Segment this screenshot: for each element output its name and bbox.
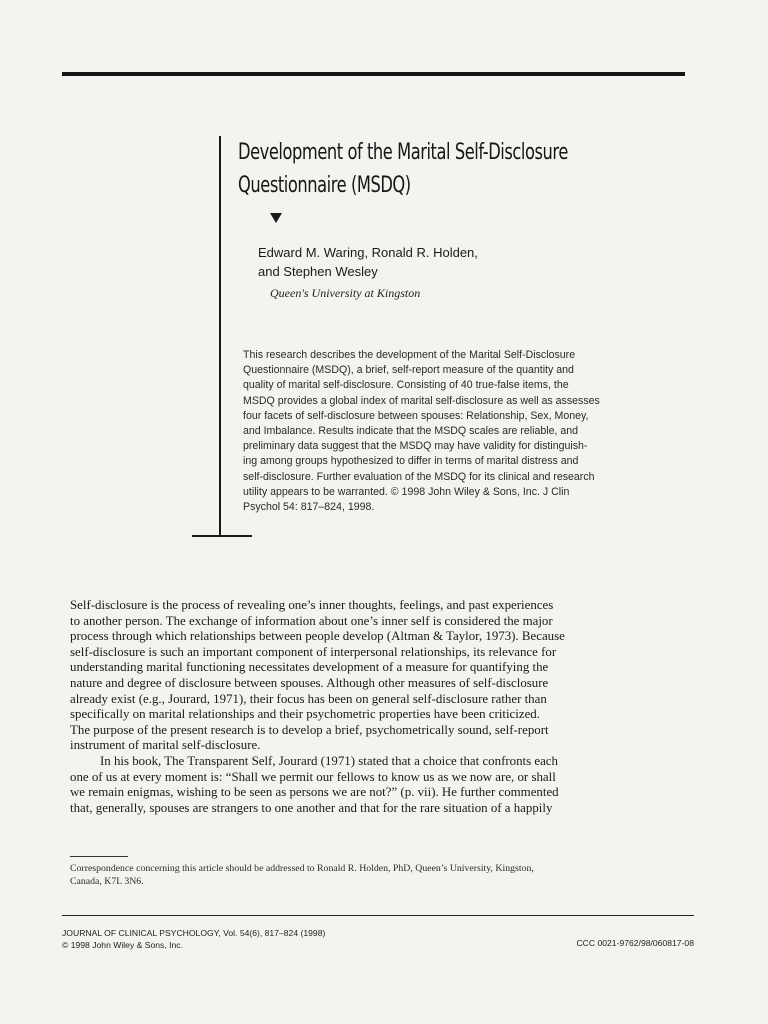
body-line: to another person. The exchange of information about one’s inner self is considered the major (70, 613, 553, 628)
copyright-line: © 1998 John Wiley & Sons, Inc. (62, 940, 183, 950)
abstract-line: This research describes the development of the Marital Self-Disclosure (243, 349, 576, 361)
abstract-line: and Imbalance. Results indicate that the MSDQ scales are reliable, and (243, 425, 579, 438)
article-title (238, 136, 652, 202)
body-line: The purpose of the present research is to develop a brief, psychometrically sound, self-report (70, 722, 549, 737)
footnote-rule (70, 856, 128, 857)
triangle-down-icon (270, 213, 282, 223)
title-line: Questionnaire (MSDQ) (238, 173, 411, 198)
abstract-line: utility appears to be warranted. © 1998 John Wiley & Sons, Inc. J Clin (243, 485, 570, 498)
abstract-line: Questionnaire (MSDQ), a brief, self-report measure of the quantity and (243, 364, 574, 377)
abstract-line: Psychol 54: 817–824, 1998. (243, 501, 375, 514)
body-line: specifically on marital relationships and their psychometric properties have been criticized. (70, 707, 540, 722)
abstract-line: preliminary data suggest that the MSDQ may have validity for distinguish- (243, 440, 588, 453)
body-line: understanding marital functioning necessitates development of a measure for quantifying the (70, 660, 549, 675)
body-line: nature and degree of disclosure between spouses. Although other measures of self-disclosure (70, 675, 549, 690)
body-line: process through which relationships between people develop (Altman & Taylor, 1973). Because (70, 629, 565, 644)
authors-line: and Stephen Wesley (258, 264, 378, 279)
body-line: we remain enigmas, wishing to be seen as persons we are not?” (p. vii). He further commented (70, 785, 559, 800)
footnote-line: Canada, K7L 3N6. (70, 876, 144, 887)
body-line: instrument of marital self-disclosure. (70, 738, 261, 753)
footnote (70, 862, 700, 888)
title-horizontal-rule (192, 535, 252, 537)
body-line: Self-disclosure is the process of revealing one’s inner thoughts, feelings, and past experiences (70, 598, 554, 612)
abstract-line: four facets of self-disclosure between spouses: Relationship, Sex, Money, (243, 409, 589, 422)
body-line: that, generally, spouses are strangers to one another and that for the rare situation of a happily (70, 800, 553, 815)
abstract-line: ing among groups hypothesized to differ in terms of marital distress and (243, 455, 579, 468)
abstract-line: quality of marital self-disclosure. Consisting of 40 true-false items, the (243, 379, 569, 392)
top-rule (62, 72, 685, 76)
authors (258, 243, 578, 281)
affiliation: Queen's University at Kingston (270, 286, 421, 300)
body-line: self-disclosure is such an important component of interpersonal relationships, its relevance for (70, 644, 557, 659)
abstract-line: self-disclosure. Further evaluation of the MSDQ for its clinical and research (243, 470, 595, 483)
journal-info (62, 927, 325, 951)
abstract (243, 348, 690, 515)
authors-line: Edward M. Waring, Ronald R. Holden, (258, 245, 478, 260)
bottom-rule (62, 915, 694, 916)
title-vertical-rule (219, 136, 221, 536)
body-line: one of us at every moment is: “Shall we permit our fellows to know us as we now are, or shall (70, 769, 556, 784)
abstract-line: MSDQ provides a global index of marital self-disclosure as well as assesses (243, 394, 600, 407)
body-text (70, 598, 695, 816)
journal-line: JOURNAL OF CLINICAL PSYCHOLOGY, Vol. 54(6), 817–824 (1998) (62, 928, 326, 938)
title-line: Development of the Marital Self-Disclosure (238, 140, 568, 165)
footnote-line: Correspondence concerning this article should be addressed to Ronald R. Holden, PhD, Queen’s University, Kingston, (70, 863, 534, 874)
body-line: already exist (e.g., Jourard, 1971), their focus has been on general self-disclosure rather than (70, 691, 547, 706)
ccc-code: CCC 0021-9762/98/060817-08 (576, 938, 694, 948)
body-line: In his book, The Transparent Self, Jourard (1971) stated that a choice that confronts each (100, 753, 558, 768)
